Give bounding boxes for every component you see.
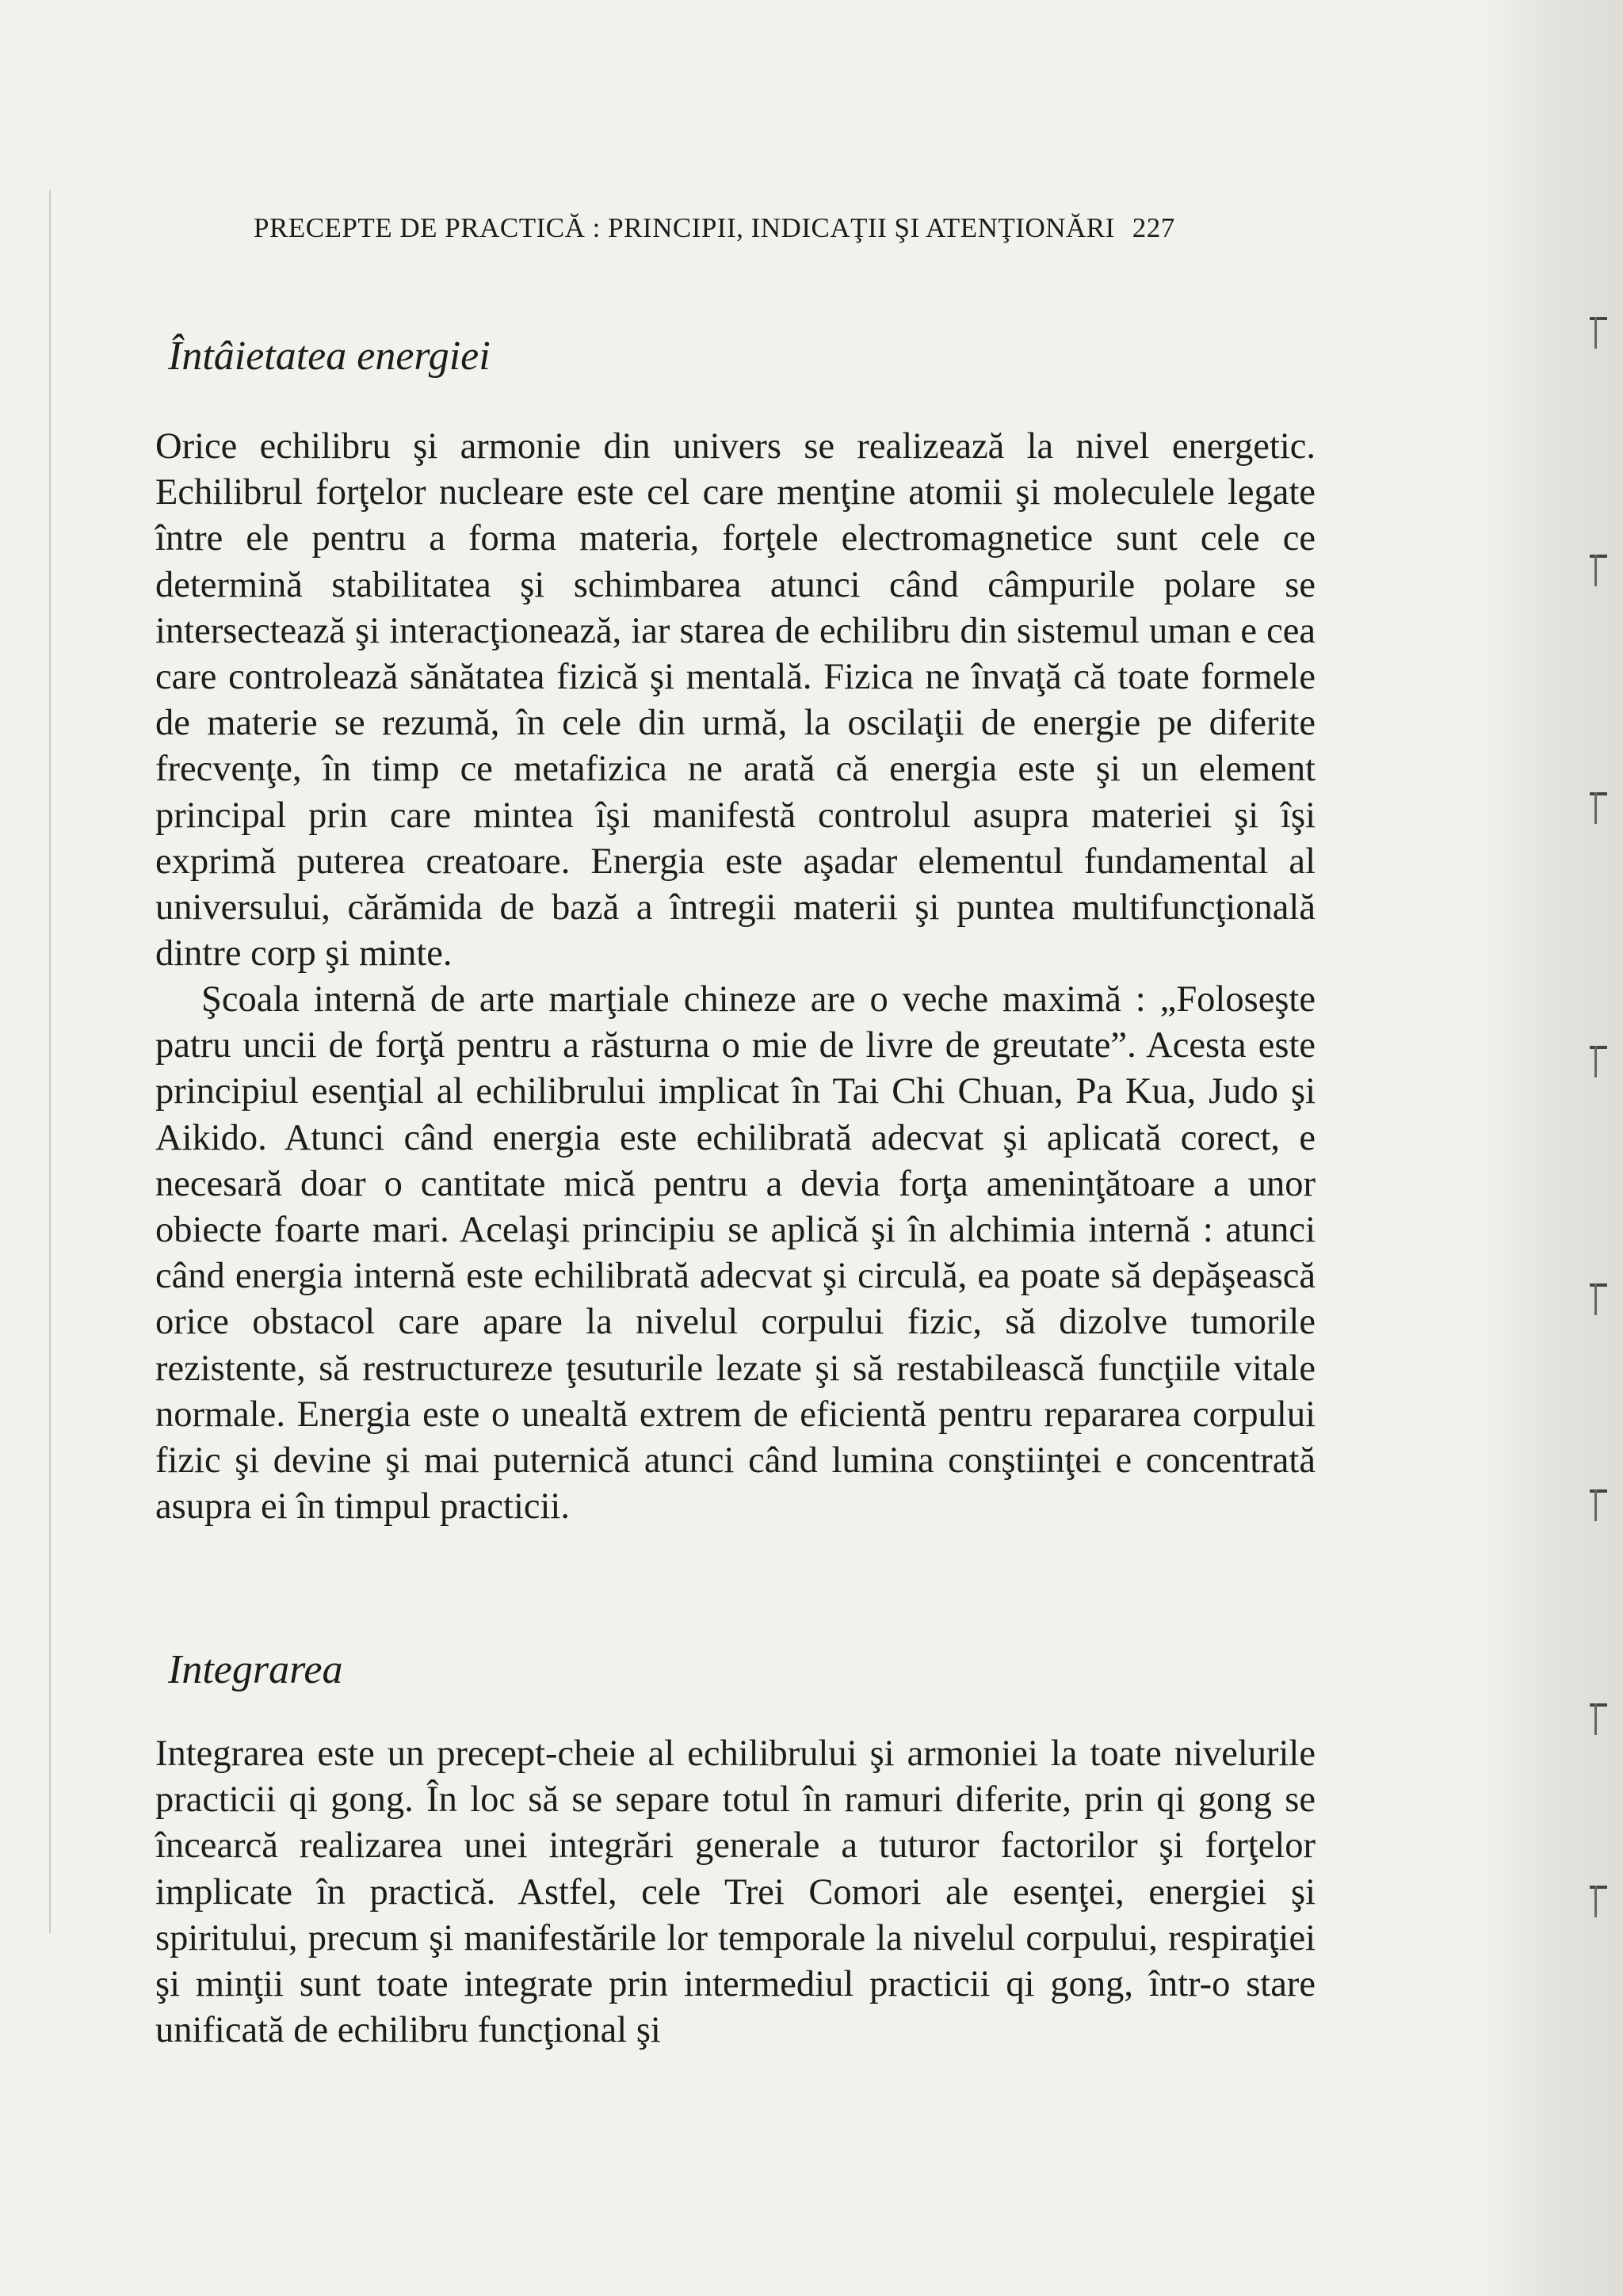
scan-edge-mark	[1590, 1703, 1607, 1707]
scan-margin-line	[49, 190, 51, 1933]
running-header	[254, 212, 1323, 244]
paragraph: Integrarea este un precept-cheie al echilibrului şi armoniei la toate nivelurile practicii qi gong. În loc să se separe totul în ramuri diferite, prin qi gong se încearcă realizarea unei integrări generale a tuturor factorilor şi forţelor implicate în practică. Astfel, cele Trei Comori ale esenţei, energiei şi spiritului, precum şi manifestările lor temporale la nivelul corpului, respiraţiei şi minţii sunt toate integrate prin intermediul practicii qi gong, într-o stare unificată de echilibru funcţional şi	[155, 1733, 1316, 2051]
page-number: 227	[1132, 212, 1175, 243]
scan-edge-mark	[1590, 792, 1607, 795]
scan-edge-mark	[1590, 1283, 1607, 1287]
scan-edge-mark	[1590, 1489, 1607, 1493]
scan-edge-mark	[1590, 1046, 1607, 1049]
section-heading: Întâietatea energiei	[168, 334, 491, 379]
running-title: PRECEPTE DE PRACTICĂ : PRINCIPII, INDICAŢII ŞI ATENŢIONĂRI	[254, 212, 1115, 243]
scan-edge-mark	[1590, 317, 1607, 320]
paragraph: Şcoala internă de arte marţiale chineze are o veche maximă : „Foloseşte patru uncii de forţă pentru a răsturna o mie de livre de greutate”. Acesta este principiul esenţial al echilibrului implicat în Tai Chi Chuan, Pa Kua, Judo şi Aikido. Atunci când energia este echilibrată adecvat şi aplicată corect, e necesară doar o cantitate mică pentru a devia forţa ameninţătoare a unor obiecte foarte mari. Acelaşi principiu se aplică şi în alchimia internă : atunci când energia internă este echilibrată adecvat şi circulă, ea poate să depăşească orice obstacol care apare la nivelul corpului fizic, să dizolve tumorile rezistente, să restructureze ţesuturile lezate şi să restabilească funcţiile vitale normale. Energia este o unealtă extrem de eficientă pentru repararea corpului fizic şi devine şi mai puternică atunci când lumina conştiinţei e concentrată asupra ei în timpul practicii.	[155, 979, 1316, 1527]
section-heading: Integrarea	[168, 1647, 343, 1692]
scan-edge-shadow	[1480, 0, 1623, 2296]
scan-edge-mark	[1590, 555, 1607, 558]
scan-edge-mark	[1590, 1886, 1607, 1889]
paragraph: Orice echilibru şi armonie din univers se realizează la nivel energetic. Echilibrul forţelor nucleare este cel care menţine atomii şi moleculele legate între ele pentru a forma materia, forţele electromagnetice sunt cele ce determină stabilitatea şi schimbarea atunci când câmpurile polare se intersectează şi interacţionează, iar starea de echilibru din sistemul uman e cea care controlează sănătatea fizică şi mentală. Fizica ne învaţă că toate formele de materie se rezumă, în cele din urmă, la oscilaţii de energie pe diferite frecvenţe, în timp ce metafizica ne arată că energia este şi un element principal prin care mintea îşi manifestă controlul asupra materiei şi îşi exprimă puterea creatoare. Energia este aşadar elementul fundamental al universului, cărămida de bază a întregii materii şi puntea multifuncţională dintre corp şi minte.	[155, 426, 1316, 974]
